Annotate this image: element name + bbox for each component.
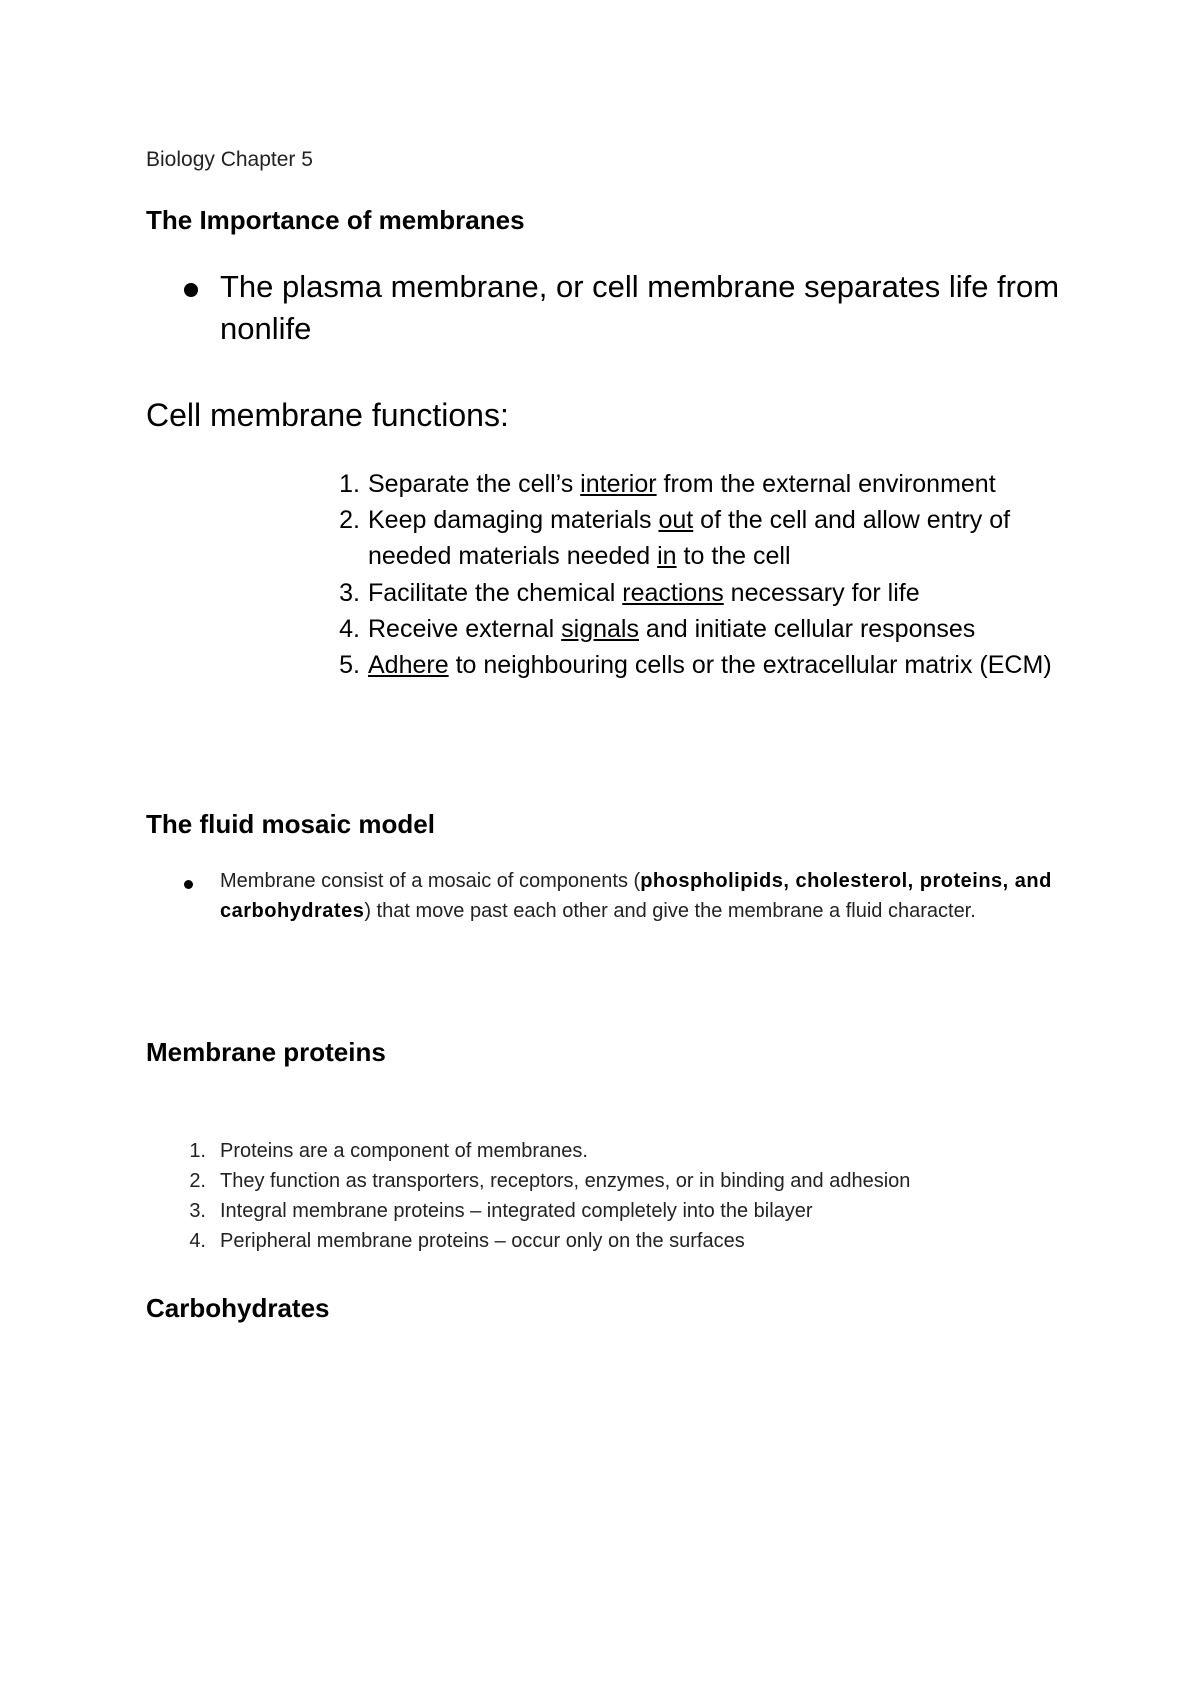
document-title: Biology Chapter 5 [146,148,313,171]
fluid-mosaic-heading: The fluid mosaic model [146,809,435,839]
proteins-item-number: 2. [189,1170,206,1192]
component-list: phospholipids, cholesterol, proteins, and carbohydrates [220,870,1052,922]
functions-item-1: Separate the cell’s interior from the external environment [368,470,996,498]
functions-item-3: Facilitate the chemical reactions necessary for life [368,579,920,607]
membrane-proteins-heading: Membrane proteins [146,1037,386,1067]
underlined-term: out [658,506,694,534]
functions-item-number: 1. [339,470,360,498]
carbohydrates-heading: Carbohydrates [146,1293,330,1323]
underlined-term: reactions [622,579,724,607]
functions-item-number: 3. [339,579,360,607]
proteins-item-1: Proteins are a component of membranes. [220,1140,588,1162]
proteins-item-4: Peripheral membrane proteins – occur only on the surfaces [220,1230,745,1252]
bullet-dot-icon [184,880,193,889]
underlined-term: signals [561,615,639,643]
importance-bullet-text: The plasma membrane, or cell membrane separates life from nonlife [220,269,1060,346]
fluid-mosaic-text: Membrane consist of a mosaic of components (phospholipids, cholesterol, proteins, and carbohydrates) that move past each other and give the membrane a fluid character. [220,870,1052,922]
underlined-term: interior [580,470,657,498]
functions-item-number: 2. [339,506,360,534]
importance-heading: The Importance of membranes [146,205,525,235]
underlined-term: Adhere [368,651,449,679]
bullet-dot-icon [184,283,198,297]
proteins-item-number: 3. [189,1200,206,1222]
functions-heading: Cell membrane functions: [146,397,509,433]
functions-item-number: 4. [339,615,360,643]
functions-item-4: Receive external signals and initiate cellular responses [368,615,976,643]
underlined-term: in [657,542,677,570]
proteins-item-2: They function as transporters, receptors, enzymes, or in binding and adhesion [220,1170,911,1192]
proteins-item-number: 1. [189,1140,206,1162]
functions-item-2: Keep damaging materials out of the cell and allow entry of needed materials needed in to the cell [368,506,1011,570]
functions-item-5: Adhere to neighbouring cells or the extracellular matrix (ECM) [368,651,1052,679]
proteins-item-3: Integral membrane proteins – integrated completely into the bilayer [220,1200,813,1222]
functions-item-number: 5. [339,651,360,679]
proteins-item-number: 4. [189,1230,206,1252]
